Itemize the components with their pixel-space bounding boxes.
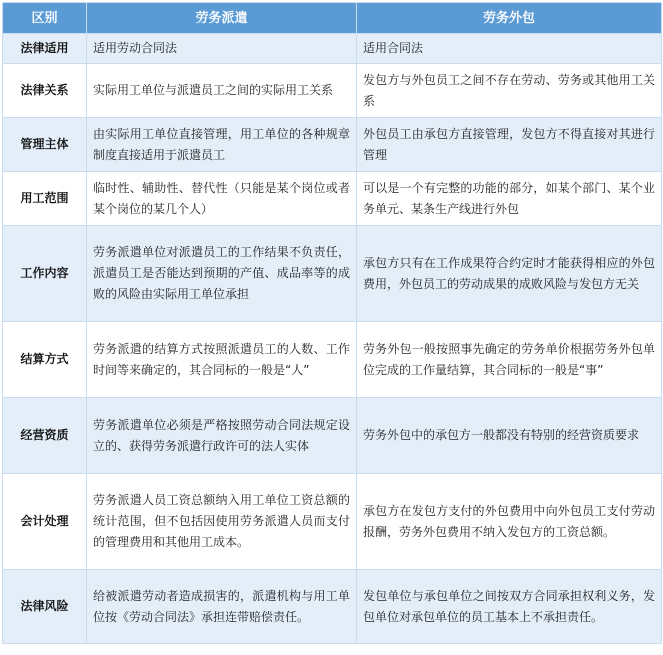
table-row	[3, 226, 662, 322]
dispatch-cell: 劳务派遣人员工资总额纳入用工单位工资总额的统计范围，但不包括因使用劳务派遣人员而支付的管理费用和其他用工成本。	[87, 474, 357, 570]
row-key: 法律关系	[3, 64, 87, 118]
table-row	[3, 34, 662, 64]
comparison-table-wrapper	[2, 2, 661, 644]
dispatch-cell: 由实际用工单位直接管理，用工单位的各种规章制度直接适用于派遣员工	[87, 118, 357, 172]
dispatch-cell: 劳务派遣的结算方式按照派遣员工的人数、工作时间等来确定的，其合同标的一般是“人”	[87, 322, 357, 398]
table-row	[3, 322, 662, 398]
row-key: 经营资质	[3, 398, 87, 474]
outsourcing-cell: 承包方在发包方支付的外包费用中向外包员工支付劳动报酬，劳务外包费用不纳入发包方的工资总额。	[357, 474, 662, 570]
outsourcing-cell: 承包方只有在工作成果符合约定时才能获得相应的外包费用，外包员工的劳动成果的成败风险与发包方无关	[357, 226, 662, 322]
header-difference: 区别	[3, 3, 87, 34]
table-row	[3, 172, 662, 226]
dispatch-cell: 劳务派遣单位对派遣员工的工作结果不负责任，派遣员工是否能达到预期的产值、成品率等的成败的风险由实际用工单位承担	[87, 226, 357, 322]
outsourcing-cell: 劳务外包一般按照事先确定的劳务单价根据劳务外包单位完成的工作量结算，其合同标的一般是“事”	[357, 322, 662, 398]
comparison-table	[2, 2, 662, 644]
table-row	[3, 64, 662, 118]
row-key: 法律适用	[3, 34, 87, 64]
outsourcing-cell: 劳务外包中的承包方一般都没有特别的经营资质要求	[357, 398, 662, 474]
dispatch-cell: 临时性、辅助性、替代性（只能是某个岗位或者某个岗位的某几个人）	[87, 172, 357, 226]
table-row	[3, 118, 662, 172]
outsourcing-cell: 外包员工由承包方直接管理，发包方不得直接对其进行管理	[357, 118, 662, 172]
table-row	[3, 474, 662, 570]
outsourcing-cell: 发包方与外包员工之间不存在劳动、劳务或其他用工关系	[357, 64, 662, 118]
outsourcing-cell: 可以是一个有完整的功能的部分，如某个部门、某个业务单元、某条生产线进行外包	[357, 172, 662, 226]
row-key: 用工范围	[3, 172, 87, 226]
header-labor-dispatch: 劳务派遣	[87, 3, 357, 34]
table-row	[3, 398, 662, 474]
row-key: 管理主体	[3, 118, 87, 172]
outsourcing-cell: 发包单位与承包单位之间按双方合同承担权利义务，发包单位对承包单位的员工基本上不承担责任。	[357, 570, 662, 644]
outsourcing-cell: 适用合同法	[357, 34, 662, 64]
row-key: 会计处理	[3, 474, 87, 570]
row-key: 工作内容	[3, 226, 87, 322]
table-row	[3, 570, 662, 644]
header-row	[3, 3, 662, 34]
dispatch-cell: 实际用工单位与派遣员工之间的实际用工关系	[87, 64, 357, 118]
row-key: 法律风险	[3, 570, 87, 644]
header-labor-outsourcing: 劳务外包	[357, 3, 662, 34]
row-key: 结算方式	[3, 322, 87, 398]
dispatch-cell: 适用劳动合同法	[87, 34, 357, 64]
dispatch-cell: 给被派遣劳动者造成损害的，派遣机构与用工单位按《劳动合同法》承担连带赔偿责任。	[87, 570, 357, 644]
dispatch-cell: 劳务派遣单位必须是严格按照劳动合同法规定设立的、获得劳务派遣行政许可的法人实体	[87, 398, 357, 474]
